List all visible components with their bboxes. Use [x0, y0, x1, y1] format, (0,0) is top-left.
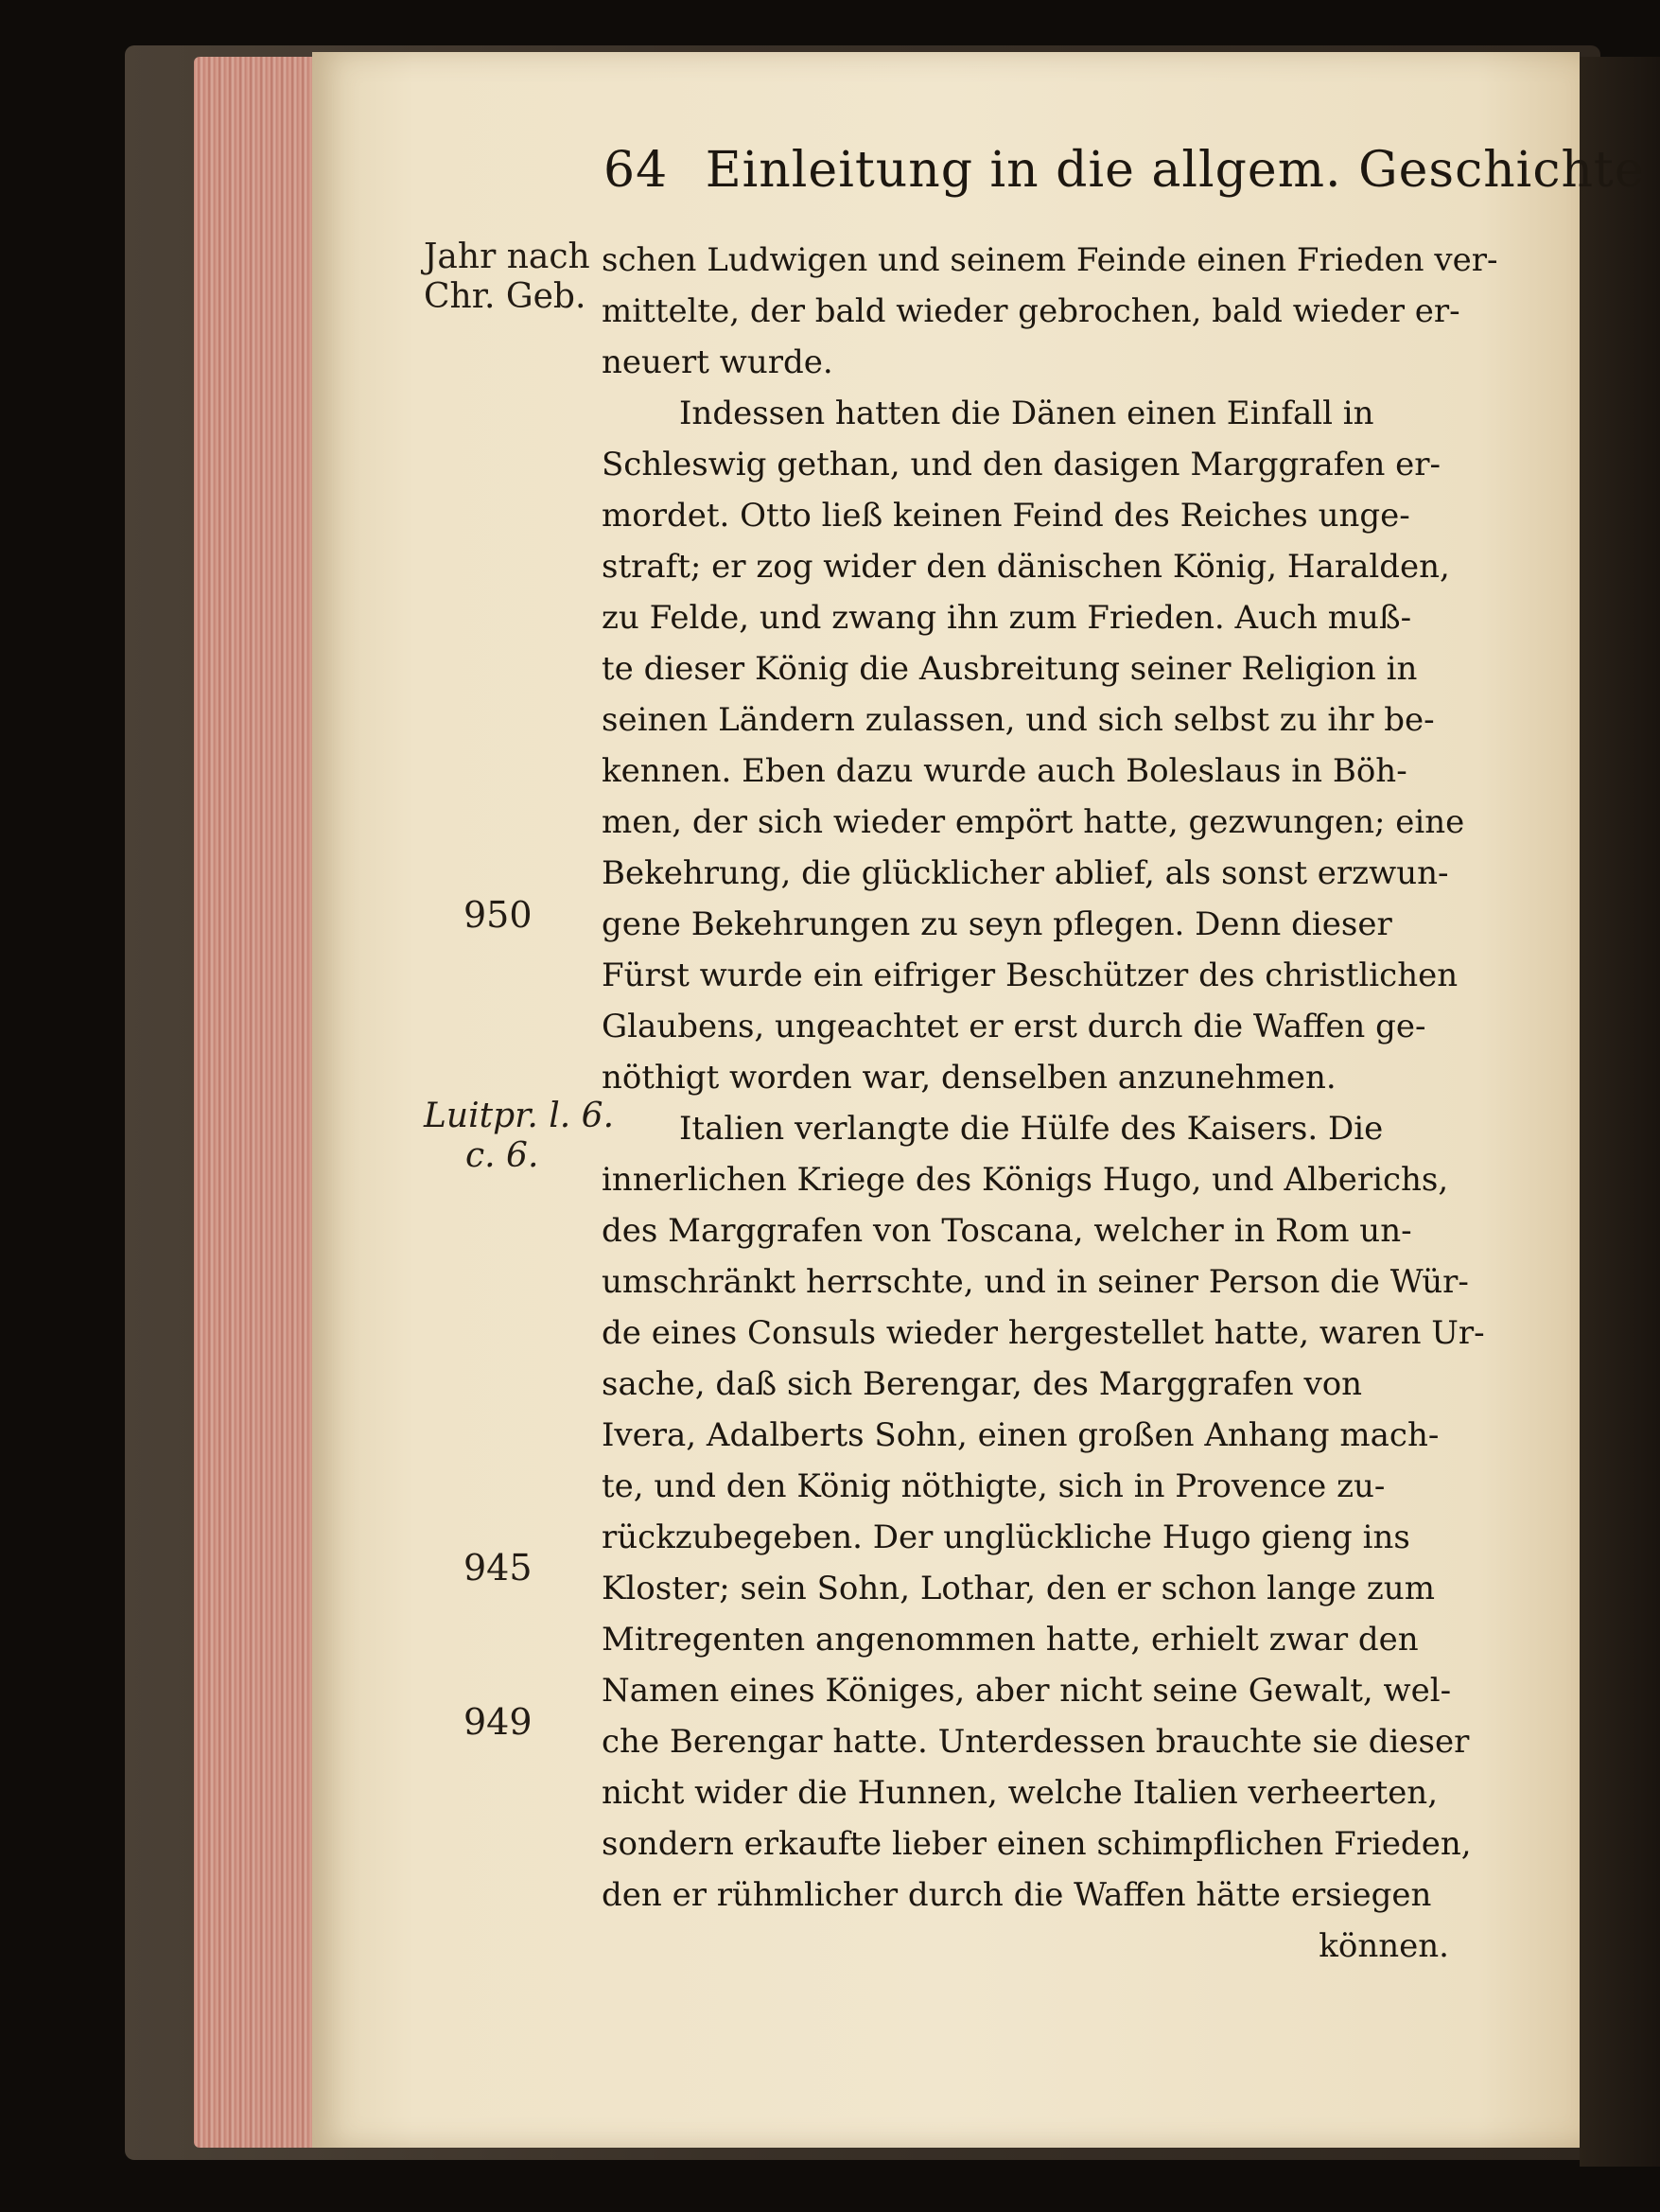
text-line: sondern erkaufte lieber einen schimpflichen Frieden, [602, 1825, 1472, 1863]
margin-heading-line-2: Chr. Geb. [424, 277, 586, 316]
margin-source-line-1: Luitpr. l. 6. [424, 1097, 615, 1135]
text-line: nicht wider die Hunnen, welche Italien verheerten, [602, 1774, 1439, 1812]
text-line: sache, daß sich Berengar, des Marggrafen von [602, 1365, 1363, 1403]
text-line: rückzubegeben. Der unglückliche Hugo gieng ins [602, 1519, 1410, 1556]
margin-heading-line-1: Jahr nach [424, 237, 590, 276]
text-line: den er rühmlicher durch die Waffen hätte ersiegen [602, 1876, 1432, 1914]
text-line: nöthigt worden war, denselben anzunehmen. [602, 1059, 1337, 1097]
page-edges [194, 57, 326, 2148]
text-line: kennen. Eben dazu wurde auch Boleslaus in Böh- [602, 752, 1407, 790]
text-line: Ivera, Adalberts Sohn, einen großen Anhang mach- [602, 1416, 1440, 1454]
text-line: Indessen hatten die Dänen einen Einfall in [679, 395, 1374, 432]
margin-year-949: 949 [463, 1701, 533, 1743]
text-line: mordet. Otto ließ keinen Feind des Reiches unge- [602, 497, 1410, 535]
text-line: che Berengar hatte. Unterdessen brauchte sie dieser [602, 1723, 1470, 1761]
body-text [602, 235, 1498, 1972]
text-line: schen Ludwigen und seinem Feinde einen Frieden ver- [602, 241, 1498, 279]
text-line: seinen Ländern zulassen, und sich selbst zu ihr be- [602, 701, 1435, 739]
text-line: gene Bekehrungen zu seyn pflegen. Denn dieser [602, 905, 1392, 943]
text-line: Mitregenten angenommen hatte, erhielt zwar den [602, 1621, 1419, 1659]
text-line: Kloster; sein Sohn, Lothar, den er schon lange zum [602, 1570, 1435, 1607]
text-line: zu Felde, und zwang ihn zum Frieden. Auch muß- [602, 599, 1412, 637]
text-line: Fürst wurde ein eifriger Beschützer des christlichen [602, 957, 1459, 994]
text-line: men, der sich wieder empört hatte, gezwungen; eine [602, 803, 1465, 841]
text-line: mittelte, der bald wieder gebrochen, bald wieder er- [602, 292, 1460, 330]
text-line: te dieser König die Ausbreitung seiner Religion in [602, 650, 1418, 688]
page-header [603, 142, 1645, 208]
text-line: Namen eines Königes, aber nicht seine Gewalt, wel- [602, 1672, 1452, 1710]
text-line: straft; er zog wider den dänischen König, Haralden, [602, 548, 1450, 586]
text-line: te, und den König nöthigte, sich in Provence zu- [602, 1467, 1386, 1505]
text-line: Bekehrung, die glücklicher ablief, als sonst erzwun- [602, 854, 1449, 892]
running-title: Einleitung in die allgem. Geschichte [705, 142, 1645, 199]
margin-source-line-2: c. 6. [465, 1136, 539, 1175]
margin-year-945: 945 [463, 1547, 533, 1589]
text-line: des Marggrafen von Toscana, welcher in Rom un- [602, 1212, 1412, 1250]
text-line: Italien verlangte die Hülfe des Kaisers. Die [679, 1110, 1384, 1148]
text-line: können. [1319, 1927, 1449, 1965]
text-line: umschränkt herrschte, und in seiner Person die Wür- [602, 1263, 1469, 1301]
text-line: innerlichen Kriege des Königs Hugo, und Alberichs, [602, 1161, 1449, 1199]
book-cover-right-edge [1580, 57, 1660, 2167]
margin-year-950: 950 [463, 894, 533, 936]
text-line: neuert wurde. [602, 343, 833, 381]
text-line: de eines Consuls wieder hergestellet hatte, waren Ur- [602, 1314, 1485, 1352]
page-number: 64 [603, 142, 669, 199]
text-line: Glaubens, ungeachtet er erst durch die Waffen ge- [602, 1008, 1426, 1045]
text-line: Schleswig gethan, und den dasigen Marggrafen er- [602, 446, 1442, 483]
